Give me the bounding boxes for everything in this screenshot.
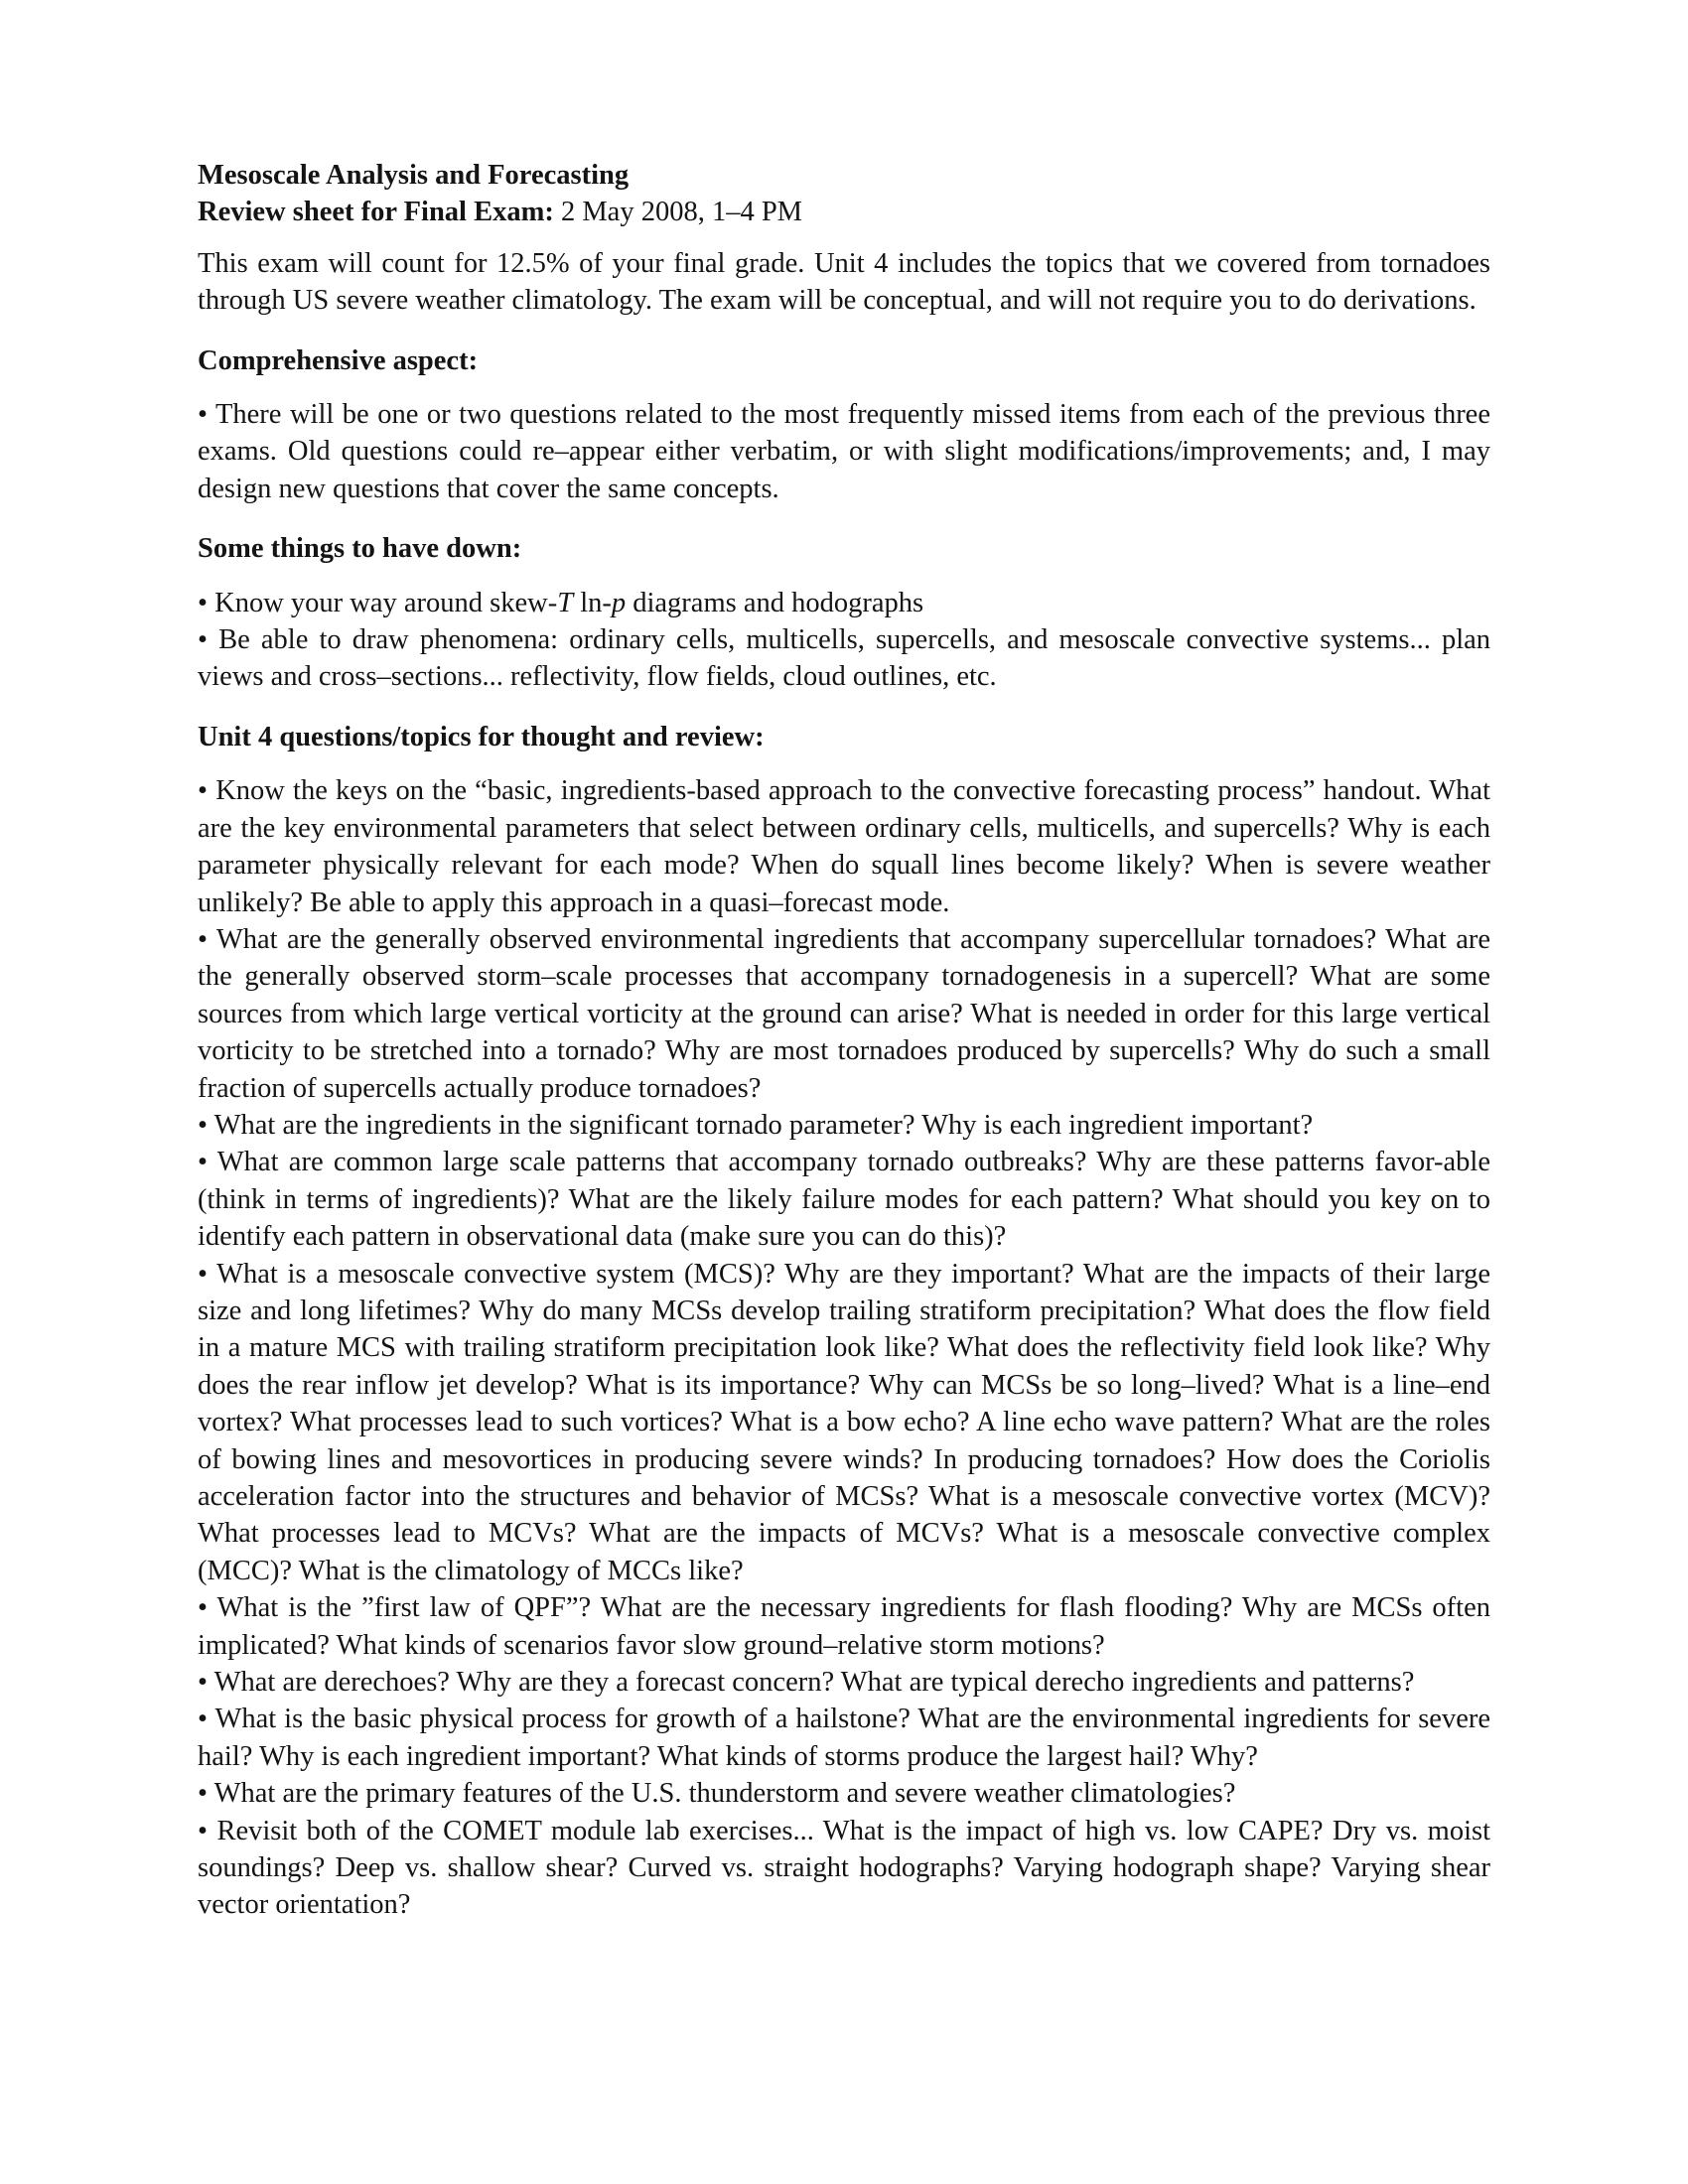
- unit4-heading: Unit 4 questions/topics for thought and review:: [198, 721, 765, 752]
- math-T: T: [557, 587, 574, 618]
- basics-item-text-c: diagrams and hodographs: [626, 587, 924, 618]
- unit4-item-text: Revisit both of the COMET module lab exercises... What is the impact of high vs. low CAPE? Dry vs. moist soundings? Deep vs. shallow shear? Curved vs. straight hodographs? Varying hodograph shape? Varying shear vector orientation?: [198, 1815, 1491, 1921]
- review-label: Review sheet for Final Exam:: [198, 197, 554, 228]
- bullet-icon: •: [198, 399, 208, 431]
- review-sheet-page: [198, 157, 1490, 1924]
- unit4-item: [198, 772, 1490, 921]
- bullet-icon: •: [198, 923, 208, 955]
- comprehensive-item: [198, 396, 1490, 507]
- unit4-item: [198, 1144, 1490, 1255]
- unit4-item-text: What are the generally observed environmental ingredients that accompany supercellular tornadoes? What are the generally observed storm–scale processes that accompany tornadogenesis in a supercell? What are some sources from which large vertical vorticity at the ground can arise? What is needed in order for this large vertical vorticity to be stretched into a tornado? Why are most tornadoes produced by supercells? Why do such a small fraction of supercells actually produce tornadoes?: [198, 923, 1490, 1104]
- unit4-item: [198, 1701, 1490, 1775]
- unit4-item: [198, 1107, 1490, 1144]
- basics-item-diagrams: [198, 585, 1490, 621]
- exam-date: 2 May 2008, 1–4 PM: [553, 197, 803, 228]
- bullet-icon: •: [198, 624, 208, 656]
- basics-heading: Some things to have down:: [198, 533, 522, 565]
- unit4-item: [198, 1813, 1490, 1924]
- intro-paragraph: This exam will count for 12.5% of your final grade. Unit 4 includes the topics that we covered from tornadoes through US severe weather climatology. The exam will be conceptual, and will not require you to do derivations.: [198, 247, 1490, 317]
- unit4-item-text: What are the ingredients in the significant tornado parameter? Why is each ingredient important?: [213, 1109, 1314, 1141]
- unit4-item-text: What are common large scale patterns that accompany tornado outbreaks? Why are these patterns favor-able (think in terms of ingredients)? What are the likely failure modes for each pattern? What should you key on to identify each pattern in observational data (make sure you can do this)?: [198, 1147, 1490, 1253]
- unit4-item: [198, 1589, 1490, 1664]
- bullet-icon: •: [198, 775, 208, 807]
- document-header: [198, 157, 1490, 231]
- bullet-icon: •: [198, 587, 208, 618]
- bullet-icon: •: [198, 1815, 208, 1846]
- bullet-icon: •: [198, 1109, 208, 1141]
- bullet-icon: •: [198, 1592, 208, 1624]
- unit4-item-text: What is the ”first law of QPF”? What are the necessary ingredients for flash flooding? Why are MCSs often implicated? What kinds of scenarios favor slow ground–relative storm motions?: [198, 1592, 1490, 1661]
- course-title: Mesoscale Analysis and Forecasting: [198, 160, 630, 191]
- basics-item-text-b: ln-: [573, 587, 612, 618]
- math-p: p: [611, 587, 627, 618]
- unit4-item: [198, 1775, 1490, 1812]
- comprehensive-item-text: There will be one or two questions related to the most frequently missed items from each of the previous three exams. Old questions could re–appear either verbatim, or with slight modifications/improvements; and, I may design new questions that cover the same concepts.: [198, 399, 1490, 504]
- unit4-item: [198, 921, 1490, 1107]
- unit4-item-text: What is a mesoscale convective system (MCS)? Why are they important? What are the impacts of their large size and long lifetimes? Why do many MCSs develop trailing stratiform precipitation? What does the flow field in a mature MCS with trailing stratiform precipitation look like? What does the reflectivity field look like? Why does the rear inflow jet develop? What is its importance? Why can MCSs be so long–lived? What is a line–end vortex? What processes lead to such vortices? What is a bow echo? A line echo wave pattern? What are the roles of bowing lines and mesovortices in producing severe winds? In producing tornadoes? How does the Coriolis acceleration factor into the structures and behavior of MCSs? What is a mesoscale convective vortex (MCV)? What processes lead to MCVs? What are the impacts of MCVs? What is a mesoscale convective complex (MCC)? What is the climatology of MCCs like?: [198, 1258, 1490, 1586]
- unit4-item-text: What are the primary features of the U.S. thunderstorm and severe weather climatologies?: [213, 1778, 1236, 1810]
- unit4-item-text: What is the basic physical process for growth of a hailstone? What are the environmental ingredients for severe hail? Why is each ingredient important? What kinds of storms produce the largest hail? Why?: [198, 1704, 1490, 1772]
- bullet-icon: •: [198, 1704, 208, 1735]
- comprehensive-heading: Comprehensive aspect:: [198, 344, 479, 376]
- bullet-icon: •: [198, 1667, 208, 1699]
- unit4-item: [198, 1664, 1490, 1701]
- unit4-item-text: Know the keys on the “basic, ingredients-based approach to the convective forecasting process” handout. What are the key environmental parameters that select between ordinary cells, multicells, and supercells? Why is each parameter physically relevant for each mode? When do squall lines become likely? When is severe weather unlikely? Be able to apply this approach in a quasi–forecast mode.: [198, 775, 1490, 918]
- bullet-icon: •: [198, 1258, 208, 1290]
- unit4-item-text: What are derechoes? Why are they a forecast concern? What are typical derecho ingredients and patterns?: [213, 1667, 1415, 1699]
- basics-item-text-a: Know your way around skew-: [214, 587, 558, 618]
- unit4-item: [198, 1256, 1490, 1590]
- bullet-icon: •: [198, 1778, 208, 1810]
- basics-item-text: Be able to draw phenomena: ordinary cells, multicells, supercells, and mesoscale convective systems... plan views and cross–sections... reflectivity, flow fields, cloud outlines, etc.: [198, 624, 1491, 693]
- basics-item-phenomena: [198, 621, 1490, 696]
- bullet-icon: •: [198, 1147, 208, 1178]
